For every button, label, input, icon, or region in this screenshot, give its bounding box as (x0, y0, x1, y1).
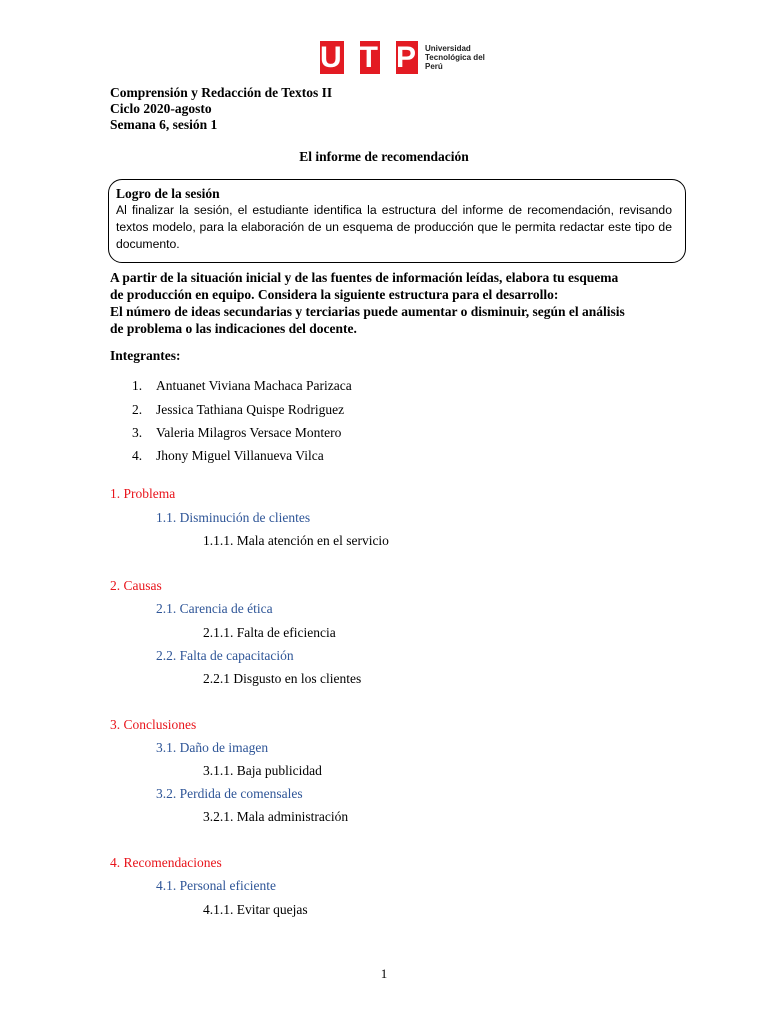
instructions-line: El número de ideas secundarias y terciarias puede aumentar o disminuir, según el análisis (110, 304, 625, 319)
outline-subsubsection: 2.2.1 Disgusto en los clientes (203, 671, 362, 686)
outline-section-problema: 1. Problema (110, 486, 176, 501)
outline-section-conclusiones: 3. Conclusiones (110, 717, 197, 732)
outline-subsection: 2.1. Carencia de ética (156, 601, 273, 616)
course-name: Comprensión y Redacción de Textos II (110, 85, 333, 100)
logo-letter-p: P (395, 40, 418, 74)
utp-logo (320, 41, 485, 74)
member-number: 2. (132, 402, 143, 417)
logo-letter-u: U (320, 40, 344, 74)
outline-subsubsection: 3.2.1. Mala administración (203, 809, 349, 824)
page-number: 1 (380, 966, 388, 981)
instructions (110, 269, 670, 337)
outline-subsection: 4.1. Personal eficiente (156, 878, 276, 893)
outline-subsubsection: 1.1.1. Mala atención en el servicio (203, 533, 389, 548)
logo-separator (344, 41, 360, 74)
member-item (132, 448, 324, 464)
outline-subsubsection: 2.1.1. Falta de eficiencia (203, 625, 336, 640)
session-goal-text: Al finalizar la sesión, el estudiante identifica la estructura del informe de recomendación, revisando textos modelo, para la elaboración de un esquema de producción que le permita redactar este tipo de documento. (116, 203, 672, 251)
university-name: Universidad Tecnológica del Perú (425, 44, 485, 71)
member-number: 1. (132, 378, 143, 393)
member-item (132, 402, 344, 418)
outline-subsection: 1.1. Disminución de clientes (156, 510, 311, 525)
outline-section-causas: 2. Causas (110, 578, 162, 593)
member-name: Jessica Tathiana Quispe Rodriguez (156, 402, 345, 417)
member-name: Valeria Milagros Versace Montero (156, 425, 342, 440)
session-goal-title: Logro de la sesión (116, 186, 220, 201)
course-cycle: Ciclo 2020-agosto (110, 101, 212, 116)
logo-separator (380, 41, 396, 74)
utp-logo-mark (320, 41, 418, 74)
member-item (132, 425, 341, 441)
outline-subsection: 2.2. Falta de capacitación (156, 648, 294, 663)
member-number: 4. (132, 448, 143, 463)
instructions-line: de producción en equipo. Considera la siguiente estructura para el desarrollo: (110, 287, 559, 302)
outline-subsubsection: 4.1.1. Evitar quejas (203, 902, 308, 917)
course-week: Semana 6, sesión 1 (110, 117, 218, 132)
outline-section-recomendaciones: 4. Recomendaciones (110, 855, 222, 870)
members-title: Integrantes: (110, 348, 181, 363)
document-title: El informe de recomendación (299, 149, 469, 164)
outline-subsubsection: 3.1.1. Baja publicidad (203, 763, 322, 778)
instructions-line: de problema o las indicaciones del docente. (110, 321, 357, 336)
outline-subsection: 3.1. Daño de imagen (156, 740, 269, 755)
logo-letter-t: T (359, 40, 380, 74)
outline-subsection: 3.2. Perdida de comensales (156, 786, 303, 801)
member-name: Antuanet Viviana Machaca Parizaca (156, 378, 352, 393)
member-item (132, 378, 352, 394)
instructions-line: A partir de la situación inicial y de las fuentes de información leídas, elabora tu esquema (110, 270, 619, 285)
member-name: Jhony Miguel Villanueva Vilca (156, 448, 324, 463)
member-number: 3. (132, 425, 143, 440)
